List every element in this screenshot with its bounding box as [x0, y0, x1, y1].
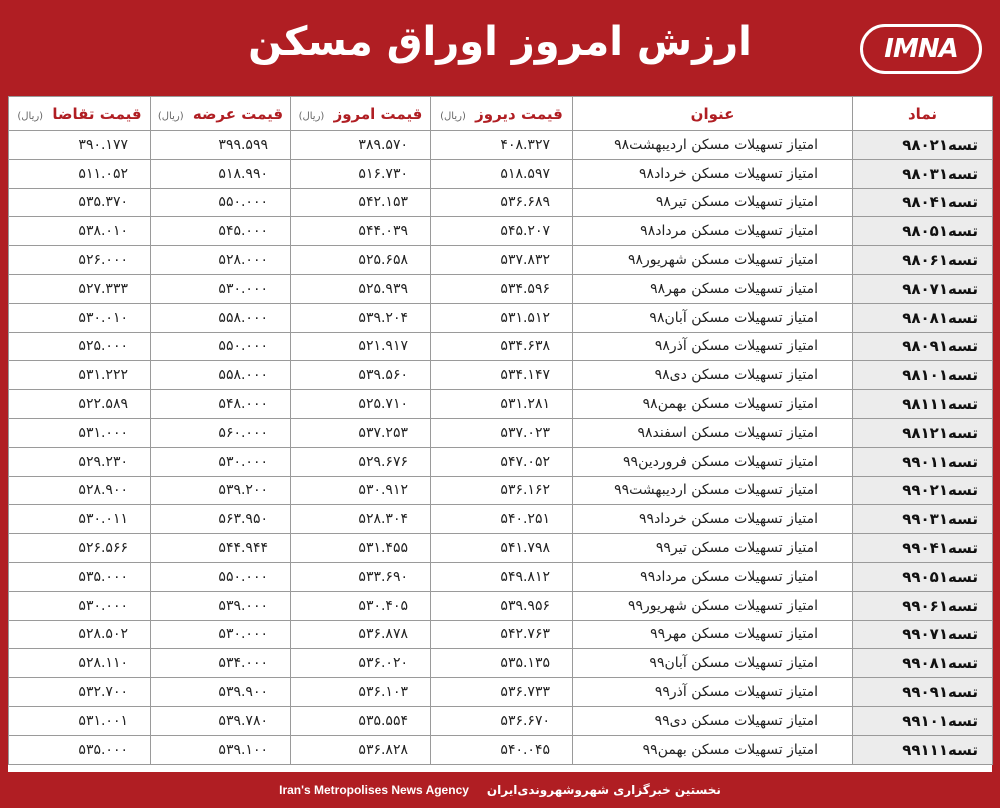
cell-demand-price: ۵۳۰.۰۱۱	[9, 505, 151, 534]
cell-today-price: ۵۳۰.۹۱۲	[291, 476, 431, 505]
cell-symbol: تسه۹۸۰۳۱	[853, 159, 993, 188]
cell-symbol: تسه۹۸۰۲۱	[853, 131, 993, 160]
cell-yesterday-price: ۵۳۶.۶۷۰	[431, 706, 573, 735]
cell-yesterday-price: ۵۳۴.۶۳۸	[431, 332, 573, 361]
cell-yesterday-price: ۵۴۱.۷۹۸	[431, 534, 573, 563]
cell-title: امتیاز تسهیلات مسکن آذر۹۹	[573, 678, 853, 707]
cell-today-price: ۵۳۰.۴۰۵	[291, 591, 431, 620]
cell-today-price: ۵۳۶.۸۲۸	[291, 735, 431, 764]
cell-symbol: تسه۹۹۰۴۱	[853, 534, 993, 563]
cell-today-price: ۵۳۶.۸۷۸	[291, 620, 431, 649]
cell-symbol: تسه۹۹۱۱۱	[853, 735, 993, 764]
cell-yesterday-price: ۵۳۱.۲۸۱	[431, 390, 573, 419]
table-row	[9, 476, 993, 505]
cell-yesterday-price: ۵۴۵.۲۰۷	[431, 217, 573, 246]
cell-offer-price: ۵۳۰.۰۰۰	[151, 447, 291, 476]
column-header-today-price: قیمت امروز (ریال)	[291, 97, 431, 131]
cell-offer-price: ۵۳۰.۰۰۰	[151, 620, 291, 649]
cell-title: امتیاز تسهیلات مسکن مهر۹۹	[573, 620, 853, 649]
cell-yesterday-price: ۵۴۲.۷۶۳	[431, 620, 573, 649]
cell-offer-price: ۵۶۳.۹۵۰	[151, 505, 291, 534]
cell-title: امتیاز تسهیلات مسکن آبان۹۹	[573, 649, 853, 678]
cell-today-price: ۵۲۵.۶۵۸	[291, 246, 431, 275]
table-body	[9, 131, 993, 765]
cell-title: امتیاز تسهیلات مسکن مهر۹۸	[573, 274, 853, 303]
cell-offer-price: ۵۳۹.۲۰۰	[151, 476, 291, 505]
cell-title: امتیاز تسهیلات مسکن آبان۹۸	[573, 303, 853, 332]
table-row	[9, 246, 993, 275]
table-row	[9, 418, 993, 447]
cell-yesterday-price: ۵۳۴.۱۴۷	[431, 361, 573, 390]
table-header-row	[9, 97, 993, 131]
header	[0, 0, 1000, 88]
cell-offer-price: ۵۵۰.۰۰۰	[151, 562, 291, 591]
cell-title: امتیاز تسهیلات مسکن بهمن۹۹	[573, 735, 853, 764]
cell-symbol: تسه۹۹۰۶۱	[853, 591, 993, 620]
cell-demand-price: ۵۳۱.۰۰۰	[9, 418, 151, 447]
cell-today-price: ۵۲۸.۳۰۴	[291, 505, 431, 534]
cell-today-price: ۵۳۶.۱۰۳	[291, 678, 431, 707]
cell-title: امتیاز تسهیلات مسکن مرداد۹۸	[573, 217, 853, 246]
cell-demand-price: ۵۳۵.۰۰۰	[9, 735, 151, 764]
cell-offer-price: ۵۶۰.۰۰۰	[151, 418, 291, 447]
cell-symbol: تسه۹۸۱۲۱	[853, 418, 993, 447]
cell-offer-price: ۳۹۹.۵۹۹	[151, 131, 291, 160]
cell-today-price: ۵۲۹.۶۷۶	[291, 447, 431, 476]
cell-offer-price: ۵۵۸.۰۰۰	[151, 361, 291, 390]
cell-offer-price: ۵۵۰.۰۰۰	[151, 332, 291, 361]
cell-symbol: تسه۹۸۱۰۱	[853, 361, 993, 390]
housing-bonds-table-container	[8, 96, 992, 772]
table-row	[9, 447, 993, 476]
table-row	[9, 159, 993, 188]
cell-demand-price: ۵۲۵.۰۰۰	[9, 332, 151, 361]
logo-text: IMNA	[884, 34, 958, 64]
cell-today-price: ۵۳۳.۶۹۰	[291, 562, 431, 591]
table-row	[9, 188, 993, 217]
cell-demand-price: ۳۹۰.۱۷۷	[9, 131, 151, 160]
cell-today-price: ۵۴۴.۰۳۹	[291, 217, 431, 246]
cell-title: امتیاز تسهیلات مسکن دی۹۸	[573, 361, 853, 390]
table-row	[9, 649, 993, 678]
unit-label: (ریال)	[157, 110, 184, 122]
column-header-offer-price: قیمت عرضه (ریال)	[151, 97, 291, 131]
cell-yesterday-price: ۵۳۴.۵۹۶	[431, 274, 573, 303]
table-row	[9, 591, 993, 620]
cell-today-price: ۳۸۹.۵۷۰	[291, 131, 431, 160]
table-row	[9, 706, 993, 735]
cell-title: امتیاز تسهیلات مسکن اردیبهشت۹۹	[573, 476, 853, 505]
cell-yesterday-price: ۵۴۷.۰۵۲	[431, 447, 573, 476]
cell-yesterday-price: ۵۴۹.۸۱۲	[431, 562, 573, 591]
cell-today-price: ۵۳۷.۲۵۳	[291, 418, 431, 447]
cell-demand-price: ۵۲۶.۰۰۰	[9, 246, 151, 275]
column-header-symbol: نماد	[853, 97, 993, 131]
cell-symbol: تسه۹۸۱۱۱	[853, 390, 993, 419]
cell-today-price: ۵۳۹.۵۶۰	[291, 361, 431, 390]
column-header-demand-price: قیمت تقاضا (ریال)	[9, 97, 151, 131]
cell-offer-price: ۵۳۰.۰۰۰	[151, 274, 291, 303]
cell-yesterday-price: ۵۳۶.۶۸۹	[431, 188, 573, 217]
cell-symbol: تسه۹۹۰۸۱	[853, 649, 993, 678]
cell-today-price: ۵۳۶.۰۲۰	[291, 649, 431, 678]
cell-title: امتیاز تسهیلات مسکن اسفند۹۸	[573, 418, 853, 447]
cell-symbol: تسه۹۹۰۱۱	[853, 447, 993, 476]
cell-offer-price: ۵۳۹.۷۸۰	[151, 706, 291, 735]
cell-symbol: تسه۹۸۰۹۱	[853, 332, 993, 361]
cell-title: امتیاز تسهیلات مسکن دی۹۹	[573, 706, 853, 735]
cell-demand-price: ۵۳۲.۷۰۰	[9, 678, 151, 707]
cell-today-price: ۵۳۹.۲۰۴	[291, 303, 431, 332]
cell-yesterday-price: ۵۱۸.۵۹۷	[431, 159, 573, 188]
cell-yesterday-price: ۵۳۱.۵۱۲	[431, 303, 573, 332]
cell-title: امتیاز تسهیلات مسکن خرداد۹۸	[573, 159, 853, 188]
table-row	[9, 332, 993, 361]
cell-offer-price: ۵۳۴.۰۰۰	[151, 649, 291, 678]
cell-offer-price: ۵۴۵.۰۰۰	[151, 217, 291, 246]
cell-offer-price: ۵۴۸.۰۰۰	[151, 390, 291, 419]
cell-title: امتیاز تسهیلات مسکن تیر۹۸	[573, 188, 853, 217]
unit-label: (ریال)	[440, 110, 466, 122]
column-header-yesterday-price: قیمت دیروز (ریال)	[431, 97, 573, 131]
cell-today-price: ۵۱۶.۷۳۰	[291, 159, 431, 188]
cell-demand-price: ۵۳۵.۰۰۰	[9, 562, 151, 591]
cell-demand-price: ۵۲۸.۵۰۲	[9, 620, 151, 649]
cell-yesterday-price: ۵۳۷.۰۲۳	[431, 418, 573, 447]
cell-yesterday-price: ۵۳۵.۱۳۵	[431, 649, 573, 678]
unit-label: (ریال)	[298, 110, 325, 122]
cell-symbol: تسه۹۹۰۳۱	[853, 505, 993, 534]
cell-title: امتیاز تسهیلات مسکن خرداد۹۹	[573, 505, 853, 534]
cell-symbol: تسه۹۸۰۴۱	[853, 188, 993, 217]
cell-demand-price: ۵۱۱.۰۵۲	[9, 159, 151, 188]
table-row	[9, 274, 993, 303]
cell-demand-price: ۵۲۲.۵۸۹	[9, 390, 151, 419]
table-row	[9, 562, 993, 591]
cell-symbol: تسه۹۸۰۵۱	[853, 217, 993, 246]
cell-today-price: ۵۳۵.۵۵۴	[291, 706, 431, 735]
table-row	[9, 390, 993, 419]
table-row	[9, 534, 993, 563]
cell-demand-price: ۵۲۸.۱۱۰	[9, 649, 151, 678]
table-row	[9, 735, 993, 764]
cell-title: امتیاز تسهیلات مسکن مرداد۹۹	[573, 562, 853, 591]
cell-today-price: ۵۲۱.۹۱۷	[291, 332, 431, 361]
cell-demand-price: ۵۳۸.۰۱۰	[9, 217, 151, 246]
column-header-title: عنوان	[573, 97, 853, 131]
cell-title: امتیاز تسهیلات مسکن بهمن۹۸	[573, 390, 853, 419]
cell-symbol: تسه۹۹۰۹۱	[853, 678, 993, 707]
cell-demand-price: ۵۲۶.۵۶۶	[9, 534, 151, 563]
cell-symbol: تسه۹۹۱۰۱	[853, 706, 993, 735]
footer	[0, 772, 1000, 808]
unit-label: (ریال)	[17, 110, 44, 122]
cell-title: امتیاز تسهیلات مسکن آذر۹۸	[573, 332, 853, 361]
table-row	[9, 678, 993, 707]
page-title: ارزش امروز اوراق مسکن	[248, 19, 752, 65]
cell-today-price: ۵۳۱.۴۵۵	[291, 534, 431, 563]
cell-yesterday-price: ۵۴۰.۲۵۱	[431, 505, 573, 534]
cell-yesterday-price: ۵۳۹.۹۵۶	[431, 591, 573, 620]
cell-offer-price: ۵۲۸.۰۰۰	[151, 246, 291, 275]
cell-today-price: ۵۲۵.۷۱۰	[291, 390, 431, 419]
cell-demand-price: ۵۳۰.۰۱۰	[9, 303, 151, 332]
cell-offer-price: ۵۵۰.۰۰۰	[151, 188, 291, 217]
cell-symbol: تسه۹۸۰۷۱	[853, 274, 993, 303]
cell-demand-price: ۵۳۱.۰۰۱	[9, 706, 151, 735]
cell-demand-price: ۵۲۹.۲۳۰	[9, 447, 151, 476]
cell-offer-price: ۵۳۹.۹۰۰	[151, 678, 291, 707]
cell-demand-price: ۵۳۱.۲۲۲	[9, 361, 151, 390]
cell-today-price: ۵۴۲.۱۵۳	[291, 188, 431, 217]
table-row	[9, 620, 993, 649]
cell-yesterday-price: ۵۳۷.۸۳۲	[431, 246, 573, 275]
cell-offer-price: ۵۵۸.۰۰۰	[151, 303, 291, 332]
table-row	[9, 131, 993, 160]
cell-demand-price: ۵۲۷.۳۳۳	[9, 274, 151, 303]
cell-yesterday-price: ۵۴۰.۰۴۵	[431, 735, 573, 764]
cell-title: امتیاز تسهیلات مسکن فروردین۹۹	[573, 447, 853, 476]
cell-offer-price: ۵۴۴.۹۴۴	[151, 534, 291, 563]
cell-symbol: تسه۹۸۰۸۱	[853, 303, 993, 332]
cell-offer-price: ۵۱۸.۹۹۰	[151, 159, 291, 188]
table-row	[9, 303, 993, 332]
cell-symbol: تسه۹۹۰۵۱	[853, 562, 993, 591]
cell-demand-price: ۵۲۸.۹۰۰	[9, 476, 151, 505]
cell-yesterday-price: ۵۳۶.۱۶۲	[431, 476, 573, 505]
table-row	[9, 505, 993, 534]
cell-today-price: ۵۲۵.۹۳۹	[291, 274, 431, 303]
table-row	[9, 361, 993, 390]
cell-symbol: تسه۹۹۰۷۱	[853, 620, 993, 649]
cell-demand-price: ۵۳۵.۳۷۰	[9, 188, 151, 217]
cell-title: امتیاز تسهیلات مسکن شهریور۹۹	[573, 591, 853, 620]
cell-offer-price: ۵۳۹.۰۰۰	[151, 591, 291, 620]
cell-yesterday-price: ۵۳۶.۷۳۳	[431, 678, 573, 707]
cell-demand-price: ۵۳۰.۰۰۰	[9, 591, 151, 620]
cell-title: امتیاز تسهیلات مسکن تیر۹۹	[573, 534, 853, 563]
footer-english-text: Iran's Metropolises News Agency	[279, 783, 469, 797]
cell-yesterday-price: ۴۰۸.۳۲۷	[431, 131, 573, 160]
cell-title: امتیاز تسهیلات مسکن شهریور۹۸	[573, 246, 853, 275]
cell-symbol: تسه۹۹۰۲۱	[853, 476, 993, 505]
cell-symbol: تسه۹۸۰۶۱	[853, 246, 993, 275]
cell-offer-price: ۵۳۹.۱۰۰	[151, 735, 291, 764]
table-row	[9, 217, 993, 246]
housing-bonds-table	[8, 96, 993, 765]
cell-title: امتیاز تسهیلات مسکن اردیبهشت۹۸	[573, 131, 853, 160]
footer-persian-text: نخستین خبرگزاری شهروشهروندی‌ایران	[486, 783, 721, 797]
